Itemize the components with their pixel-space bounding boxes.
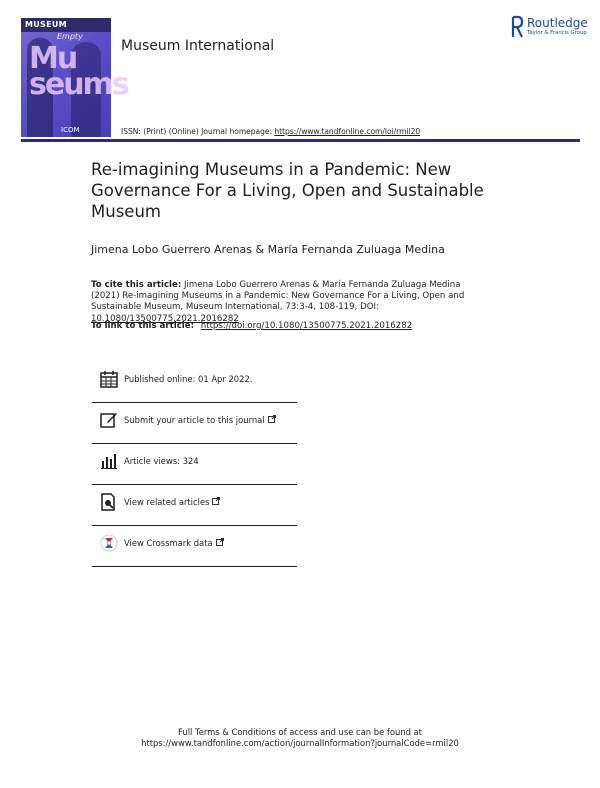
- calendar-icon: [100, 370, 118, 388]
- submit-article-label: Submit your article to this journal: [124, 415, 265, 425]
- cover-title: MUSEUM: [25, 20, 67, 29]
- crossmark-text[interactable]: [124, 538, 224, 548]
- article-views-row: [92, 444, 297, 485]
- issn-line: [121, 127, 420, 136]
- terms-footer-line1: Full Terms & Conditions of access and use can be found at: [178, 727, 422, 737]
- bar-chart-icon: [100, 452, 118, 470]
- citation-label: To cite this article:: [91, 280, 182, 290]
- cover-footer: ICOM: [61, 126, 80, 134]
- related-articles-label: View related articles: [124, 497, 210, 507]
- external-link-icon: [216, 538, 224, 546]
- article-title: Re-imagining Museums in a Pandemic: New Governance For a Living, Open and Sustainable Museum: [91, 160, 484, 221]
- external-link-icon: [212, 497, 220, 505]
- published-online-text: Published online: 01 Apr 2022.: [124, 374, 253, 384]
- terms-footer-url[interactable]: https://www.tandfonline.com/action/journalInformation?journalCode=rmil20: [141, 738, 459, 748]
- external-link-icon: [268, 415, 276, 423]
- cover-subtitle: Empty: [57, 32, 83, 41]
- journal-name: Museum International: [121, 38, 275, 54]
- crossmark-row[interactable]: [92, 526, 297, 567]
- header-rule: [21, 139, 580, 142]
- edit-icon: [100, 411, 118, 429]
- terms-footer: [0, 727, 600, 749]
- submit-article-text[interactable]: [124, 415, 276, 425]
- article-views-text: Article views: 324: [124, 456, 199, 466]
- article-info-list: [92, 362, 297, 567]
- routledge-logo-icon: [511, 16, 523, 38]
- publisher-tagline: Taylor & Francis Group: [527, 30, 587, 36]
- issn-label: ISSN: (Print) (Online) Journal homepage:: [121, 127, 273, 136]
- publisher-logo[interactable]: [511, 16, 587, 40]
- citation-text: Jimena Lobo Guerrero Arenas & María Fernanda Zuluaga Medina (2021) Re-imagining Museums in a Pandemic: New Governance For a Living, Open and Sustainable Museum, Museum International, 73:3-4, 108-119, DOI:: [91, 280, 465, 313]
- cover-big-text: Mu seums: [29, 41, 128, 102]
- article-authors: Jimena Lobo Guerrero Arenas & María Fernanda Zuluaga Medina: [91, 243, 445, 256]
- citation-block: [91, 280, 491, 325]
- article-link-line: [91, 321, 412, 331]
- published-online-row: [92, 362, 297, 403]
- journal-homepage-link[interactable]: https://www.tandfonline.com/loi/rmil20: [274, 127, 421, 136]
- document-search-icon: [100, 493, 118, 511]
- related-articles-row[interactable]: [92, 485, 297, 526]
- crossmark-label: View Crossmark data: [124, 538, 213, 548]
- article-doi-url[interactable]: https://doi.org/10.1080/13500775.2021.2016282: [200, 321, 413, 331]
- related-articles-text[interactable]: [124, 497, 220, 507]
- link-label: To link to this article:: [91, 321, 195, 331]
- crossmark-icon: [100, 534, 118, 552]
- submit-article-row[interactable]: [92, 403, 297, 444]
- publisher-name: Routledge: [527, 16, 588, 30]
- doi-link[interactable]: 10.1080/13500775.2021.2016282: [91, 313, 239, 324]
- journal-cover-image: [21, 18, 128, 137]
